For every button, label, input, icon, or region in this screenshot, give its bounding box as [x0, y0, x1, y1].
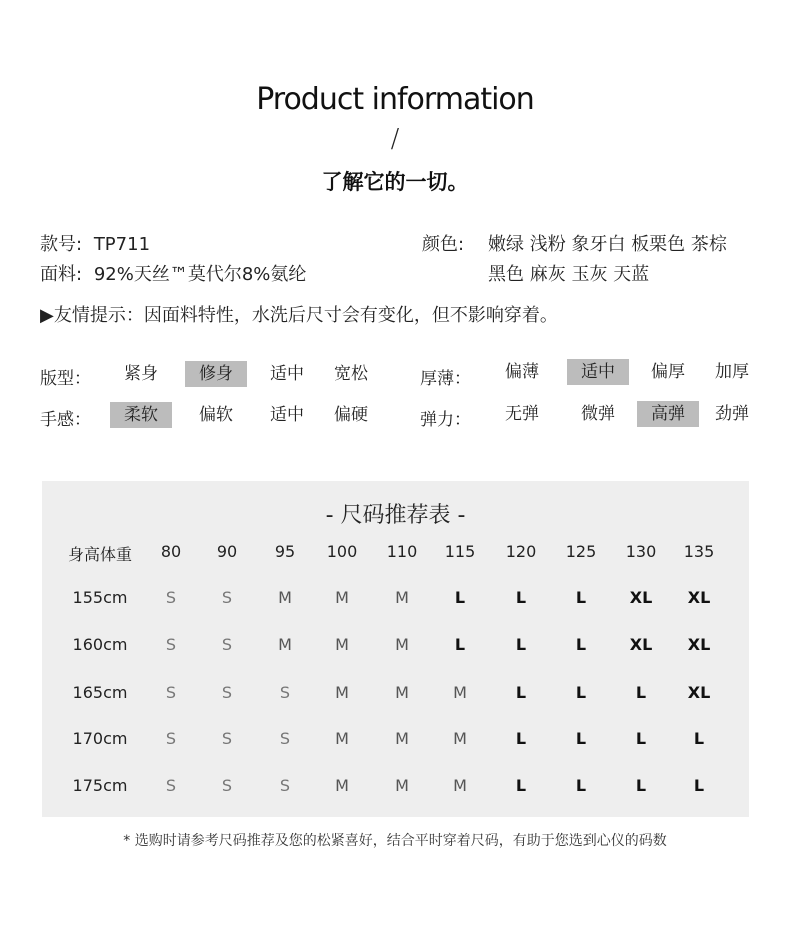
size-cell: XL	[687, 588, 711, 607]
weight-header: 115	[444, 542, 476, 561]
fit-label: 版型：	[40, 369, 91, 389]
size-cell: L	[693, 729, 705, 748]
elasticity-option-high: 高弹	[637, 401, 699, 427]
weight-header: 90	[216, 542, 238, 561]
color-label: 颜色:	[422, 234, 465, 255]
size-cell: M	[278, 588, 292, 607]
size-cell: M	[395, 635, 409, 654]
size-cell: L	[575, 776, 587, 795]
size-cell: M	[335, 588, 349, 607]
size-cell: S	[165, 635, 177, 654]
size-cell: M	[395, 588, 409, 607]
size-cell: M	[335, 776, 349, 795]
style-number	[40, 230, 150, 256]
size-cell: M	[335, 729, 349, 748]
size-cell: L	[575, 729, 587, 748]
feel-option-stiff: 偏硬	[334, 405, 368, 425]
weight-header: 135	[683, 542, 715, 561]
thickness-option-thick: 偏厚	[651, 362, 685, 382]
size-cell: XL	[687, 635, 711, 654]
size-cell: M	[278, 635, 292, 654]
size-cell: S	[221, 588, 233, 607]
size-cell: XL	[629, 588, 653, 607]
weight-header: 80	[160, 542, 182, 561]
fabric-label: 面料:	[40, 264, 83, 285]
feel-option-slightly-soft: 偏软	[199, 405, 233, 425]
size-cell: M	[335, 683, 349, 702]
size-cell: L	[454, 635, 466, 654]
colors-line-1: 嫩绿 浅粉 象牙白 板栗色 茶棕	[488, 234, 727, 255]
size-cell: XL	[629, 635, 653, 654]
style-number-label: 款号:	[40, 234, 83, 255]
size-cell: L	[515, 635, 527, 654]
elasticity-label: 弹力：	[420, 410, 471, 430]
size-chart-title: - 尺码推荐表 -	[325, 503, 466, 528]
height-label: 155cm	[72, 588, 128, 607]
thickness-option-medium: 适中	[567, 359, 629, 385]
size-cell: L	[635, 729, 647, 748]
size-cell: S	[165, 776, 177, 795]
size-cell: M	[453, 729, 467, 748]
size-cell: S	[279, 683, 291, 702]
height-label: 175cm	[72, 776, 128, 795]
style-number-value: TP711	[93, 234, 151, 255]
size-cell: L	[515, 729, 527, 748]
size-cell: S	[165, 683, 177, 702]
weight-header: 125	[565, 542, 597, 561]
size-cell: L	[635, 776, 647, 795]
feel-label: 手感：	[40, 410, 91, 430]
feel-option-medium: 适中	[270, 405, 304, 425]
size-cell: L	[515, 683, 527, 702]
elasticity-option-slight: 微弹	[581, 404, 615, 424]
fit-option-loose: 宽松	[334, 364, 368, 384]
size-cell: L	[575, 683, 587, 702]
thickness-option-thin: 偏薄	[505, 362, 539, 382]
weight-header: 120	[505, 542, 537, 561]
feel-option-soft: 柔软	[110, 402, 172, 428]
weight-header: 100	[326, 542, 358, 561]
size-cell: M	[453, 683, 467, 702]
thickness-label: 厚薄：	[420, 369, 471, 389]
size-cell: L	[515, 588, 527, 607]
size-cell: L	[635, 683, 647, 702]
page-title: Product information	[256, 82, 534, 117]
size-cell: L	[575, 588, 587, 607]
size-cell: S	[165, 729, 177, 748]
size-cell: L	[454, 588, 466, 607]
weight-header: 95	[274, 542, 296, 561]
height-label: 165cm	[72, 683, 128, 702]
thickness-option-extra-thick: 加厚	[715, 362, 749, 382]
washing-notice: ▶友情提示：因面料特性，水洗后尺寸会有变化，但不影响穿着。	[40, 305, 558, 326]
title-divider: /	[390, 124, 400, 154]
size-chart-corner-label: 身高体重	[67, 545, 132, 564]
elasticity-option-strong: 劲弹	[715, 404, 749, 424]
size-cell: S	[221, 776, 233, 795]
size-cell: S	[279, 776, 291, 795]
size-cell: L	[693, 776, 705, 795]
colors-line-2: 黑色 麻灰 玉灰 天蓝	[488, 264, 650, 285]
size-cell: S	[279, 729, 291, 748]
size-cell: L	[575, 635, 587, 654]
size-cell: M	[395, 729, 409, 748]
size-cell: M	[335, 635, 349, 654]
fit-option-slim: 修身	[185, 361, 247, 387]
fabric-value: 92%天丝™莫代尔8%氨纶	[93, 264, 307, 285]
size-cell: S	[165, 588, 177, 607]
size-cell: S	[221, 729, 233, 748]
size-cell: M	[395, 683, 409, 702]
fit-option-tight: 紧身	[124, 364, 158, 384]
fabric	[40, 260, 306, 286]
size-cell: S	[221, 683, 233, 702]
size-cell: M	[395, 776, 409, 795]
size-cell: L	[515, 776, 527, 795]
size-cell: M	[453, 776, 467, 795]
weight-header: 110	[386, 542, 418, 561]
weight-header: 130	[625, 542, 657, 561]
elasticity-option-none: 无弹	[505, 404, 539, 424]
size-footnote: * 选购时请参考尺码推荐及您的松紧喜好，结合平时穿着尺码，有助于您选到心仪的码数	[123, 833, 667, 849]
page-subtitle: 了解它的一切。	[321, 170, 469, 194]
size-cell: XL	[687, 683, 711, 702]
height-label: 160cm	[72, 635, 128, 654]
size-cell: S	[221, 635, 233, 654]
height-label: 170cm	[72, 729, 128, 748]
fit-option-regular: 适中	[270, 364, 304, 384]
